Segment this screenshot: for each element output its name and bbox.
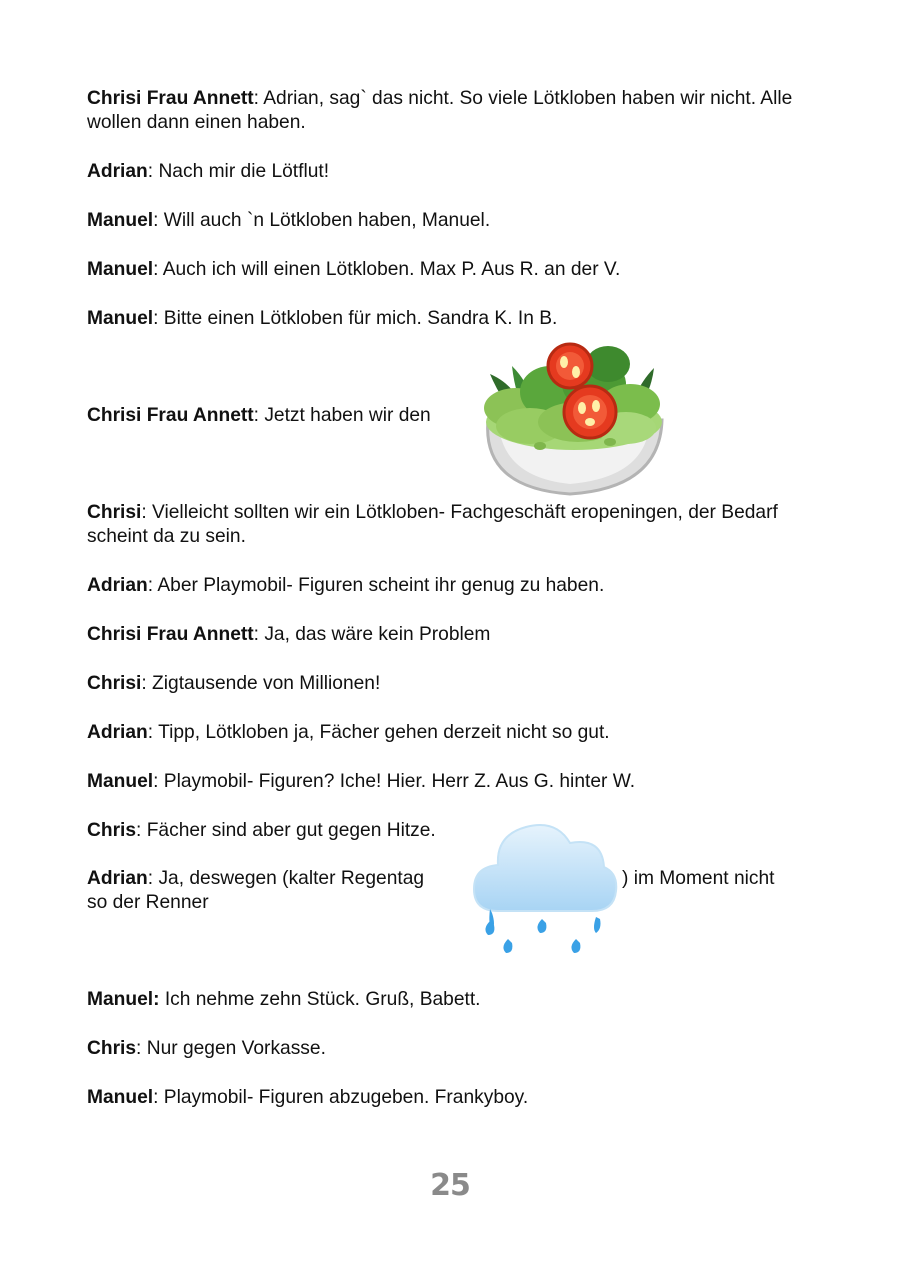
dialogue-text: : Fächer sind aber gut gegen Hitze. — [136, 820, 436, 841]
dialogue-line — [87, 160, 807, 184]
speaker: Adrian — [87, 868, 148, 889]
page-number: 25 — [430, 1168, 470, 1203]
speaker: Chris — [87, 820, 137, 841]
dialogue-line — [87, 623, 807, 647]
dialogue-text: : Adrian, sag` das nicht. So viele Lötkloben haben wir nicht. Alle wollen dann einen haben. — [87, 88, 793, 133]
dialogue-line — [87, 501, 807, 549]
dialogue-line — [87, 404, 807, 428]
dialogue-text-continuation: ) im Moment nicht — [622, 868, 775, 889]
dialogue-text: : Playmobil- Figuren? Iche! Hier. Herr Z. Aus G. hinter W. — [153, 771, 636, 792]
dialogue-line — [87, 209, 807, 233]
dialogue-text: : Nach mir die Lötflut! — [147, 161, 330, 182]
dialogue-line — [87, 1037, 807, 1061]
dialogue-line — [87, 307, 807, 331]
dialogue-line — [87, 1086, 807, 1110]
dialogue-text: : Aber Playmobil- Figuren scheint ihr genug zu haben. — [147, 575, 605, 596]
speaker: Manuel — [87, 210, 154, 231]
dialogue-text: : Playmobil- Figuren abzugeben. Frankyboy. — [153, 1087, 529, 1108]
speaker: Chrisi — [87, 502, 142, 523]
dialogue-text: : Zigtausende von Millionen! — [141, 673, 381, 694]
salad-bowl-icon — [470, 338, 676, 496]
speaker: Chris — [87, 1038, 137, 1059]
dialogue-text-wrap: so der Renner — [87, 892, 209, 913]
dialogue-text: : Bitte einen Lötkloben für mich. Sandra K. In B. — [153, 308, 558, 329]
dialogue-line — [87, 258, 807, 282]
speaker: Adrian — [87, 575, 148, 596]
speaker: Chrisi Frau Annett — [87, 624, 254, 645]
speaker: Manuel — [87, 1087, 154, 1108]
dialogue-line — [87, 672, 807, 696]
dialogue-text: : Ja, das wäre kein Problem — [253, 624, 491, 645]
dialogue-text: : Auch ich will einen Lötkloben. Max P. Aus R. an der V. — [153, 259, 621, 280]
dialogue-line — [87, 988, 807, 1012]
dialogue-line — [87, 867, 467, 891]
dialogue-text: : Jetzt haben wir den — [253, 405, 431, 426]
dialogue-line — [87, 819, 807, 843]
speaker: Chrisi Frau Annett — [87, 405, 254, 426]
rain-cloud-icon — [470, 815, 620, 961]
speaker: Chrisi — [87, 673, 142, 694]
dialogue-line — [87, 87, 807, 135]
dialogue-text: : Ja, deswegen (kalter Regentag — [147, 868, 425, 889]
speaker: Manuel — [87, 771, 154, 792]
dialogue-line — [87, 770, 807, 794]
dialogue-text: : Vielleicht sollten wir ein Lötkloben- Fachgeschäft eropeningen, der Bedarf scheint da zu sein. — [87, 502, 778, 547]
dialogue-line — [87, 574, 807, 598]
dialogue-line — [87, 721, 807, 745]
speaker: Chrisi Frau Annett — [87, 88, 254, 109]
speaker: Adrian — [87, 722, 148, 743]
speaker: Adrian — [87, 161, 148, 182]
speaker: Manuel: — [87, 989, 160, 1010]
dialogue-text: : Tipp, Lötkloben ja, Fächer gehen derzeit nicht so gut. — [147, 722, 610, 743]
speaker: Manuel — [87, 308, 154, 329]
speaker: Manuel — [87, 259, 154, 280]
dialogue-text: : Nur gegen Vorkasse. — [136, 1038, 326, 1059]
dialogue-text: : Will auch `n Lötkloben haben, Manuel. — [153, 210, 491, 231]
dialogue-text: Ich nehme zehn Stück. Gruß, Babett. — [159, 989, 481, 1010]
